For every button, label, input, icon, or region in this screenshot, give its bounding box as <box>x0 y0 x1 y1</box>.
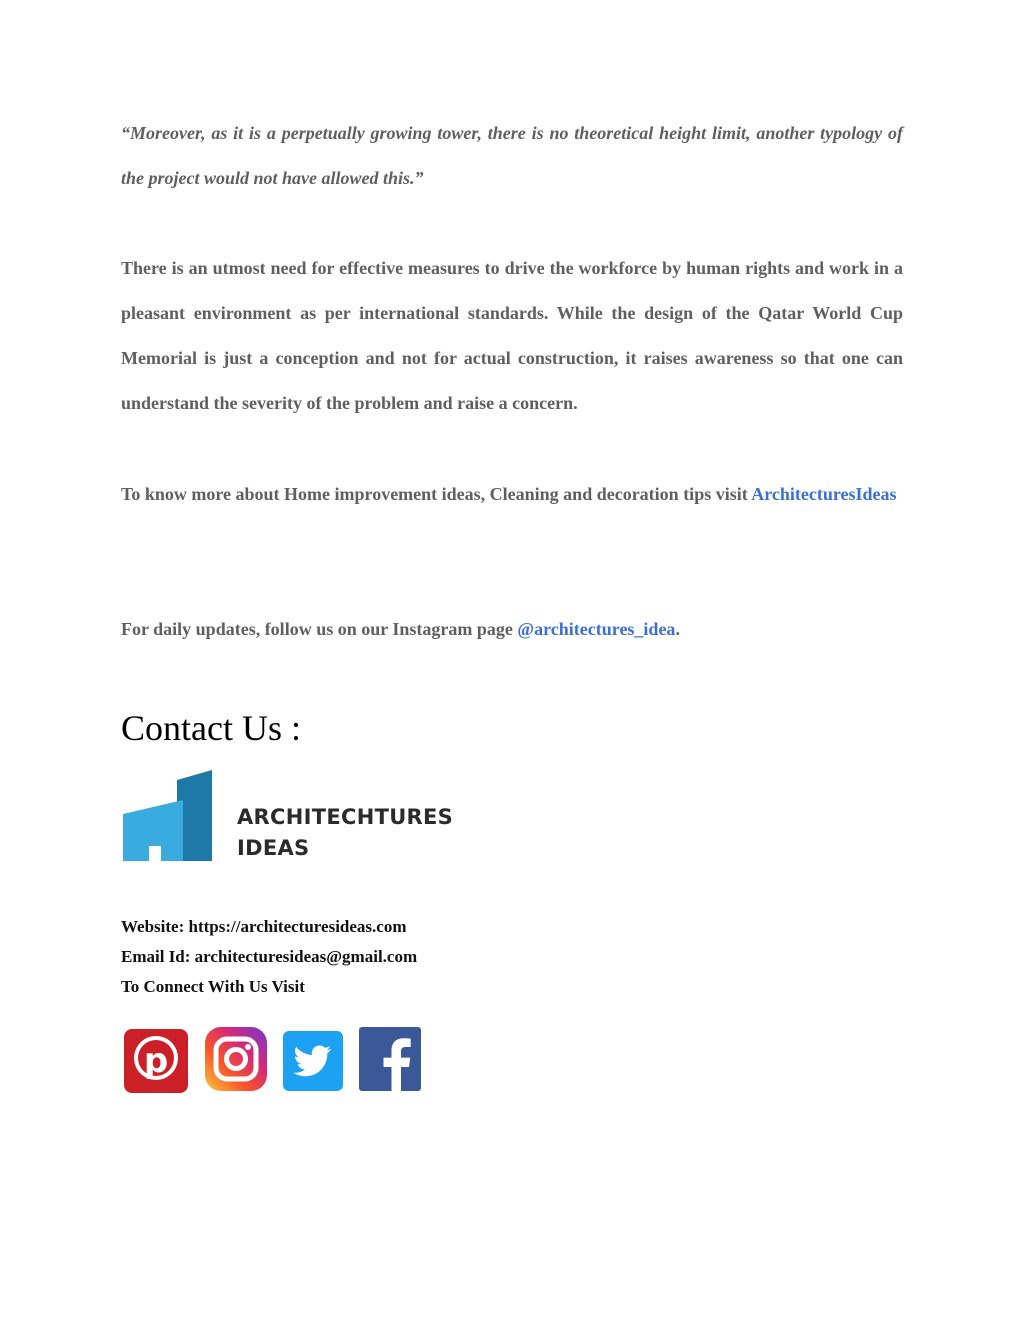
quote-paragraph: “Moreover, as it is a perpetually growing tower, there is no theoretical height limit, another typology of the project would not have allowed this.” <box>121 123 903 188</box>
know-more-paragraph <box>121 472 903 517</box>
building-logo-icon <box>121 768 221 864</box>
architectures-ideas-logo <box>121 768 491 864</box>
architectures-ideas-link[interactable]: ArchitecturesIdeas <box>751 484 897 504</box>
website-line[interactable]: Website: https://architecturesideas.com <box>121 917 407 936</box>
svg-text:p: p <box>143 1041 169 1081</box>
pinterest-icon[interactable] <box>121 1023 193 1095</box>
know-more-text: To know more about Home improvement ideas, Cleaning and decoration tips visit <box>121 484 748 504</box>
logo-line-1: ARCHITECHTURES <box>237 805 454 829</box>
instagram-icon[interactable] <box>201 1023 273 1095</box>
contact-details <box>121 912 417 1002</box>
logo-line-2: IDEAS <box>237 836 310 860</box>
instagram-period: . <box>675 619 680 639</box>
instagram-handle-link[interactable]: @architectures_idea <box>517 619 676 639</box>
instagram-text: For daily updates, follow us on our Instagram page <box>121 619 513 639</box>
contact-heading: Contact Us : <box>121 708 301 748</box>
connect-line: To Connect With Us Visit <box>121 977 305 996</box>
instagram-paragraph <box>121 607 903 652</box>
email-line[interactable]: Email Id: architecturesideas@gmail.com <box>121 947 418 966</box>
twitter-icon[interactable] <box>279 1023 351 1095</box>
logo-wordmark <box>237 802 453 864</box>
facebook-icon[interactable] <box>357 1023 429 1095</box>
workforce-paragraph: There is an utmost need for effective measures to drive the workforce by human rights and work in a pleasant environment as per international standards. While the design of the Qatar World Cup Memorial is just a conception and not for actual construction, it raises awareness so that one can understand the severity of the problem and raise a concern. <box>121 258 903 413</box>
